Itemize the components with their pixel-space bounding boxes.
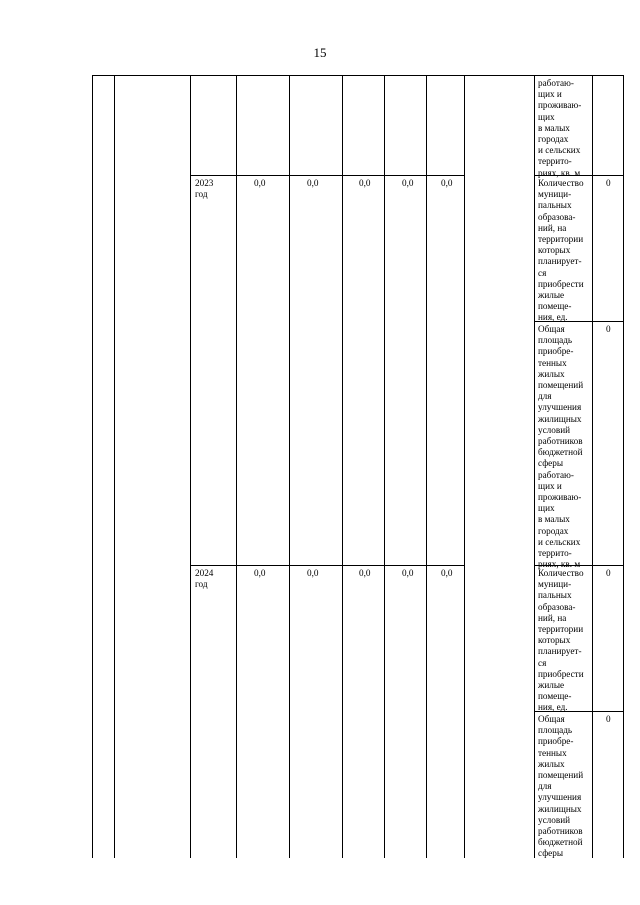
- value-cell: 0,0: [307, 178, 319, 188]
- year-cell-2024: 2024 год: [195, 568, 214, 590]
- col-line-7: [426, 75, 427, 858]
- year-cell-2023: 2023 год: [195, 178, 214, 200]
- value-cell: 0,0: [402, 568, 414, 578]
- row-line-2024: [190, 565, 464, 566]
- indicator-value: 0: [606, 324, 611, 334]
- col-line-1: [114, 75, 115, 858]
- value-cell: 0,0: [307, 568, 319, 578]
- table-top-border: [92, 75, 624, 76]
- indicator-text: Общая площадь приобре- тенных жилых помещений для улучшения жилищных условий работников бюджетной сферы работаю- щих и проживаю- щих в малых городах и сельских террито- риях, кв. м: [538, 324, 584, 570]
- indicator-value: 0: [606, 714, 611, 724]
- col-line-3: [236, 75, 237, 858]
- indicator-value: 0: [606, 568, 611, 578]
- value-cell: 0,0: [254, 178, 266, 188]
- indicator-text-fragment: работаю- щих и проживаю- щих в малых городах и сельских террито- риях, кв. м: [538, 78, 582, 178]
- indicator-text: Общая площадь приобре- тенных жилых помещений для улучшения жилищных условий работников бюджетной сферы: [538, 714, 584, 859]
- value-cell: 0,0: [441, 178, 453, 188]
- col-line-9: [534, 75, 535, 858]
- value-cell: 0,0: [359, 568, 371, 578]
- page-number: 15: [313, 45, 327, 60]
- col-line-5: [342, 75, 343, 858]
- value-cell: 0,0: [402, 178, 414, 188]
- col-line-8: [464, 75, 465, 858]
- value-cell: 0,0: [359, 178, 371, 188]
- indicator-text: Количество муници- пальных образова- ний, на территории которых планирует- ся приобрести жилые помеще- ния, ед.: [538, 568, 584, 713]
- row-line-2023: [190, 175, 464, 176]
- col-line-11: [623, 75, 624, 858]
- col-line-10: [592, 75, 593, 858]
- col-line-6: [384, 75, 385, 858]
- budget-table: [92, 75, 624, 858]
- value-cell: 0,0: [254, 568, 266, 578]
- col-line-4: [289, 75, 290, 858]
- col-line-0: [92, 75, 93, 858]
- value-cell: 0,0: [441, 568, 453, 578]
- col-line-2: [190, 75, 191, 858]
- indicator-value: 0: [606, 178, 611, 188]
- indicator-text: Количество муници- пальных образова- ний, на территории которых планирует- ся приобрести жилые помеще- ния, ед.: [538, 178, 584, 323]
